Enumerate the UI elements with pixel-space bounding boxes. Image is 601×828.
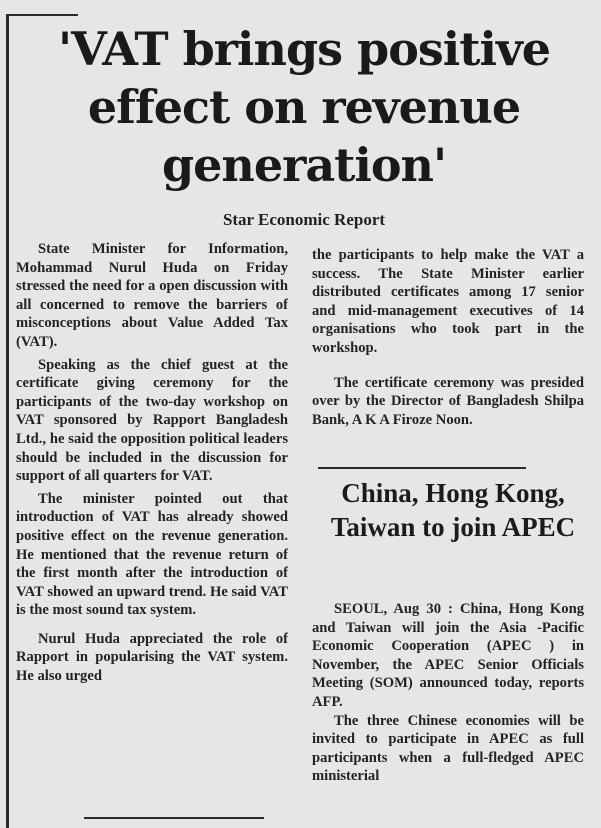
article-column-1: [16, 240, 288, 686]
left-column-rule: [6, 14, 9, 828]
second-article-headline: China, Hong Kong, Taiwan to join APEC: [330, 478, 576, 542]
article-column-2: [312, 246, 584, 429]
article-headline: 'VAT brings positive effect on revenue generation': [58, 22, 550, 192]
article-paragraph: The certificate ceremony was presided over by the Director of Bangladesh Shilpa Bank, A K A Firoze Noon.: [312, 374, 584, 428]
column-end-rule: [84, 817, 264, 819]
article-paragraph: The minister pointed out that introduction of VAT has already showed positive effect on the revenue generation. He mentioned that the revenue return of the first month after the introduction of VAT showed an upward trend. He said VAT is the most sound tax system.: [16, 490, 288, 619]
article-paragraph: State Minister for Information, Mohammad Nurul Huda on Friday stressed the need for a open discussion with all concerned to remove the barriers of misconceptions about Value Added Tax (VAT).: [16, 241, 288, 350]
article-paragraph: The three Chinese economies will be invited to participate in APEC as full participants when a full-fledged APEC ministerial: [312, 712, 584, 785]
article-byline: Star Economic Report: [222, 210, 386, 229]
article-paragraph: SEOUL, Aug 30 : China, Hong Kong and Taiwan will join the Asia -Pacific Economic Cooperation (APEC ) in November, the APEC Senior Officials Meeting (SOM) announced today, reports AFP.: [312, 601, 584, 710]
article-separator-rule: [318, 467, 526, 469]
article-paragraph: Nurul Huda appreciated the role of Rapport in popularising the VAT system. He also urged: [16, 630, 288, 685]
article-paragraph: the participants to help make the VAT a success. The State Minister earlier distributed certificates among 17 senior and mid-management executives of 14 organisations who took part in the workshop.: [312, 247, 584, 356]
article-paragraph: Speaking as the chief guest at the certificate giving ceremony for the participants of the two-day workshop on VAT sponsored by Rapport Bangladesh Ltd., he said the opposition political leaders should be included in the discussion for support of all quarters for VAT.: [16, 356, 288, 485]
second-article-column: [312, 600, 584, 786]
top-corner-rule: [6, 14, 78, 16]
